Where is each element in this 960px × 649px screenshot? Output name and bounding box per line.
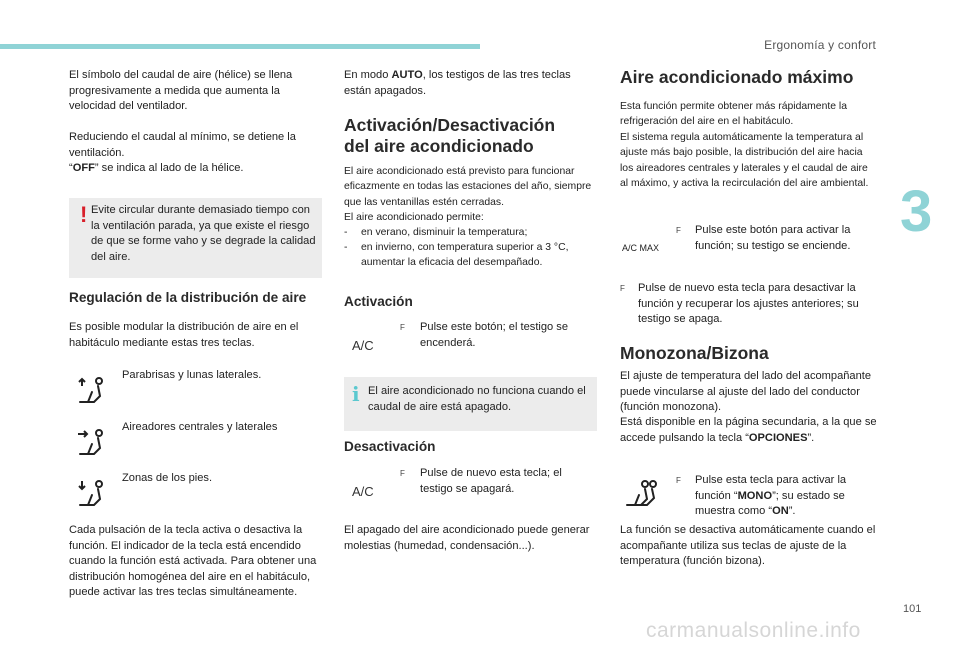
ac-max-button-icon: A/C MAX: [622, 243, 660, 253]
distribution-heading: Regulación de la distribución de aire: [69, 290, 307, 305]
fan-min-paragraph: Reduciendo el caudal al mínimo, se detiene la ventilación.: [69, 131, 296, 159]
chapter-number: 3: [900, 179, 933, 244]
windscreen-seat-icon: [76, 376, 106, 404]
mono-paragraph-1: El ajuste de temperatura del lado del acompañante puede vincularse al ajuste del lado del conductor (función monozona).: [620, 370, 872, 414]
feet-seat-icon: [76, 479, 106, 507]
bullet-icon: F: [400, 469, 405, 478]
ac-allows-paragraph: El aire acondicionado permite:: [344, 212, 484, 223]
ac-winter-item: en invierno, con temperatura superior a 3 °C, aumentar la eficacia del desempañado.: [361, 242, 569, 269]
top-accent-bar: [0, 44, 480, 49]
bullet-icon: F: [676, 226, 681, 235]
bullet-icon: F: [620, 284, 625, 293]
watermark: carmanualsonline.info: [646, 619, 861, 642]
distribution-item-feet: Zonas de los pies.: [122, 472, 213, 484]
max-ac-heading: Aire acondicionado máximo: [620, 67, 854, 87]
info-icon: i: [352, 382, 360, 406]
mono-activate-text: Pulse esta tecla para activar la función “MONO”; su estado se muestra como “ON”.: [695, 474, 847, 518]
deactivation-text: Pulse de nuevo esta tecla; el testigo se apagará.: [420, 467, 562, 495]
bullet-icon: F: [400, 323, 405, 332]
warning-icon: !: [80, 202, 88, 227]
ac-button-icon-2: A/C: [352, 484, 374, 499]
distribution-paragraph: Es posible modular la distribución de aire en el habitáculo mediante estas tres teclas.: [69, 321, 299, 349]
ac-max-off-text: Pulse de nuevo esta tecla para desactivar la función y recuperar los ajustes anteriores; su testigo se apaga.: [638, 282, 859, 326]
ac-paragraph: El aire acondicionado está previsto para funcionar eficazmente en todas las estaciones del año, siempre que las ventanillas estén cerradas.: [344, 166, 592, 208]
ac-off-paragraph: El apagado del aire acondicionado puede generar molestias (humedad, condensación...).: [344, 524, 590, 552]
bullet-icon: F: [676, 476, 681, 485]
mono-final-paragraph: La función se desactiva automáticamente cuando el acompañante utiliza sus teclas de ajuste de la temperatura (función bizona).: [620, 524, 876, 568]
vents-seat-icon: [76, 428, 106, 456]
deactivation-heading: Desactivación: [344, 439, 436, 454]
section-header: Ergonomía y confort: [764, 38, 876, 52]
ac-summer-item: en verano, disminuir la temperatura;: [361, 227, 528, 238]
info-text: El aire acondicionado no funciona cuando el caudal de aire está apagado.: [368, 385, 586, 413]
ac-max-text: Pulse este botón para activar la función; su testigo se enciende.: [695, 224, 851, 252]
max-ac-paragraph-2: El sistema regula automáticamente la temperatura al ajuste más bajo posible, la distribución del aire hacia los aireadores centrales y laterales y el caudal de aire al máximo, y activa la recirculación del aire ambiental.: [620, 132, 869, 190]
off-paragraph: “OFF” se indica al lado de la hélice.: [69, 162, 244, 174]
dash-mark: -: [344, 242, 348, 253]
auto-mode-paragraph: En modo AUTO, los testigos de las tres teclas están apagados.: [344, 69, 571, 97]
activation-text: Pulse este botón; el testigo se encenderá.: [420, 321, 569, 349]
distribution-item-windscreen: Parabrisas y lunas laterales.: [122, 369, 262, 381]
ac-activation-heading: Activación/Desactivación del aire acondicionado: [344, 115, 556, 156]
mono-paragraph-2: Está disponible en la página secundaria, a la que se accede pulsando la tecla “OPCIONES”.: [620, 416, 877, 444]
ac-button-icon: A/C: [352, 338, 374, 353]
warning-text: Evite circular durante demasiado tiempo con la ventilación parada, ya que existe el riesgo de que se forme vaho y se degrade la calidad del aire.: [91, 204, 316, 263]
max-ac-paragraph-1: Esta función permite obtener más rápidamente la refrigeración del aire en el habitáculo.: [620, 101, 847, 128]
dash-mark: -: [344, 227, 348, 238]
mono-seat-icon: [623, 478, 659, 508]
distribution-item-vents: Aireadores centrales y laterales: [122, 421, 278, 433]
fan-symbol-paragraph: El símbolo del caudal de aire (hélice) se llena progresivamente a medida que aumenta la velocidad del ventilador.: [69, 69, 293, 113]
page-number: 101: [903, 603, 922, 615]
activation-heading: Activación: [344, 294, 413, 309]
mono-bizona-heading: Monozona/Bizona: [620, 343, 769, 363]
distribution-final-paragraph: Cada pulsación de la tecla activa o desactiva la función. El indicador de la tecla está encendido cuando la función está activada. Para obtener una distribución homogénea del aire en el habitáculo, puede activar las tres teclas simultáneamente.: [69, 524, 317, 599]
